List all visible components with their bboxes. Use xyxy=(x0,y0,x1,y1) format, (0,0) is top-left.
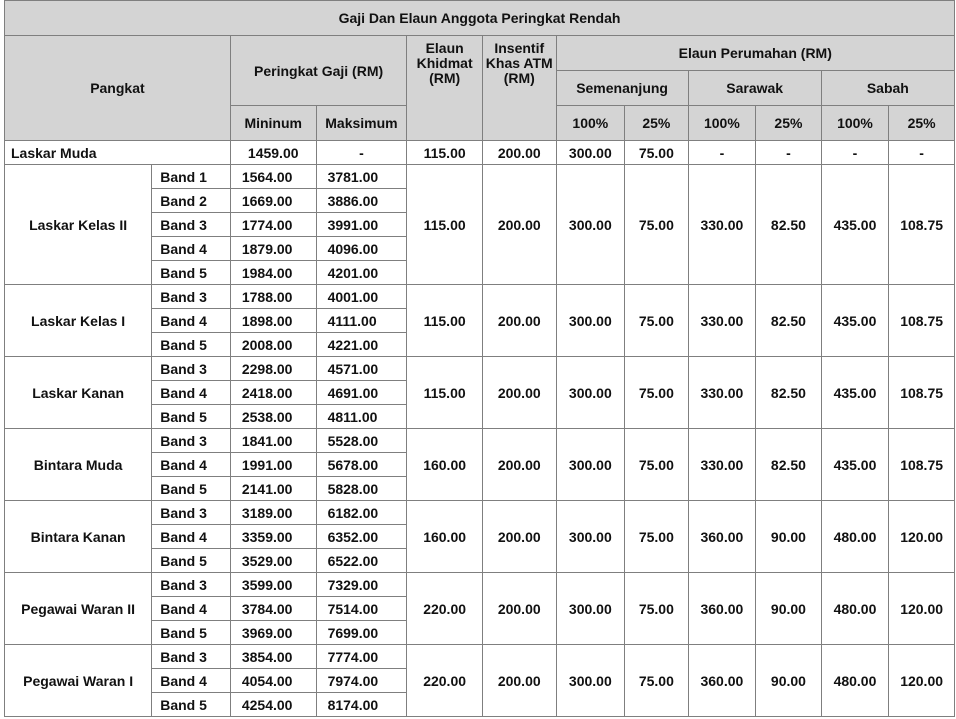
min-cell: 3359.00 xyxy=(230,525,316,549)
min-cell: 3784.00 xyxy=(230,597,316,621)
max-cell: 7774.00 xyxy=(316,645,407,669)
header-maksimum: Maksimum xyxy=(316,106,407,141)
insentif-cell: 200.00 xyxy=(482,285,556,357)
band-cell: Band 4 xyxy=(152,237,231,261)
sar100-cell: 330.00 xyxy=(688,357,756,429)
min-cell: 1669.00 xyxy=(230,189,316,213)
sar100-cell: 360.00 xyxy=(688,501,756,573)
header-sab-100: 100% xyxy=(821,106,889,141)
sab25-cell: 108.75 xyxy=(889,429,955,501)
band-cell: Band 4 xyxy=(152,381,231,405)
max-cell: 6522.00 xyxy=(316,549,407,573)
sar100-cell: 330.00 xyxy=(688,285,756,357)
max-cell: 4221.00 xyxy=(316,333,407,357)
max-cell: 3886.00 xyxy=(316,189,407,213)
header-sarawak: Sarawak xyxy=(688,71,821,106)
sem25-cell: 75.00 xyxy=(625,645,689,717)
header-peringkat-gaji: Peringkat Gaji (RM) xyxy=(230,36,406,106)
sar100-cell: 330.00 xyxy=(688,165,756,285)
sab100-cell: 435.00 xyxy=(821,285,889,357)
rank-cell: Bintara Muda xyxy=(5,429,152,501)
max-cell: 7699.00 xyxy=(316,621,407,645)
min-cell: 3599.00 xyxy=(230,573,316,597)
max-cell: 6352.00 xyxy=(316,525,407,549)
table-row xyxy=(5,357,955,381)
band-cell: Band 4 xyxy=(152,309,231,333)
max-cell: 4691.00 xyxy=(316,381,407,405)
insentif-cell: 200.00 xyxy=(482,165,556,285)
max-cell: 5528.00 xyxy=(316,429,407,453)
header-sem-100: 100% xyxy=(556,106,625,141)
sar100-cell: 360.00 xyxy=(688,573,756,645)
khidmat-cell: 115.00 xyxy=(407,165,483,285)
min-cell: 1991.00 xyxy=(230,453,316,477)
min-cell: 1564.00 xyxy=(230,165,316,189)
min-cell: 2418.00 xyxy=(230,381,316,405)
band-cell: Band 4 xyxy=(152,669,231,693)
khidmat-cell: 115.00 xyxy=(407,285,483,357)
min-cell: 3189.00 xyxy=(230,501,316,525)
sar25-cell: 90.00 xyxy=(756,573,822,645)
header-sem-25: 25% xyxy=(625,106,689,141)
sar25-cell: 90.00 xyxy=(756,645,822,717)
sem25-cell: 75.00 xyxy=(625,501,689,573)
table-title: Gaji Dan Elaun Anggota Peringkat Rendah xyxy=(5,1,955,36)
sar25-cell: 82.50 xyxy=(756,429,822,501)
band-cell: Band 5 xyxy=(152,333,231,357)
max-cell: 3781.00 xyxy=(316,165,407,189)
band-cell: Band 1 xyxy=(152,165,231,189)
band-cell: Band 4 xyxy=(152,597,231,621)
max-cell: 8174.00 xyxy=(316,693,407,717)
header-sar-100: 100% xyxy=(688,106,756,141)
sar25-cell: 82.50 xyxy=(756,165,822,285)
insentif-cell: 200.00 xyxy=(482,141,556,165)
max-cell: 7514.00 xyxy=(316,597,407,621)
header-minimum: Mininum xyxy=(230,106,316,141)
khidmat-cell: 160.00 xyxy=(407,501,483,573)
sab100-cell: - xyxy=(821,141,889,165)
header-elaun-khidmat: Elaun Khidmat (RM) xyxy=(407,36,483,141)
min-cell: 2538.00 xyxy=(230,405,316,429)
khidmat-cell: 220.00 xyxy=(407,573,483,645)
table-row xyxy=(5,645,955,669)
min-cell: 1459.00 xyxy=(230,141,316,165)
table-row xyxy=(5,501,955,525)
band-cell: Band 3 xyxy=(152,213,231,237)
insentif-cell: 200.00 xyxy=(482,501,556,573)
band-cell: Band 4 xyxy=(152,453,231,477)
min-cell: 3969.00 xyxy=(230,621,316,645)
sar25-cell: 82.50 xyxy=(756,357,822,429)
sem100-cell: 300.00 xyxy=(556,429,625,501)
sem25-cell: 75.00 xyxy=(625,429,689,501)
max-cell: 6182.00 xyxy=(316,501,407,525)
sem100-cell: 300.00 xyxy=(556,165,625,285)
header-insentif: Insentif Khas ATM (RM) xyxy=(482,36,556,141)
min-cell: 3854.00 xyxy=(230,645,316,669)
sab100-cell: 435.00 xyxy=(821,357,889,429)
sem25-cell: 75.00 xyxy=(625,285,689,357)
max-cell: 4811.00 xyxy=(316,405,407,429)
khidmat-cell: 115.00 xyxy=(407,141,483,165)
min-cell: 1788.00 xyxy=(230,285,316,309)
sar25-cell: 82.50 xyxy=(756,285,822,357)
min-cell: 1898.00 xyxy=(230,309,316,333)
sem100-cell: 300.00 xyxy=(556,501,625,573)
sab100-cell: 435.00 xyxy=(821,165,889,285)
rank-cell: Laskar Muda xyxy=(5,141,231,165)
header-semenanjung: Semenanjung xyxy=(556,71,688,106)
khidmat-cell: 115.00 xyxy=(407,357,483,429)
band-cell: Band 3 xyxy=(152,501,231,525)
header-sabah: Sabah xyxy=(821,71,954,106)
rank-cell: Laskar Kelas II xyxy=(5,165,152,285)
rank-cell: Bintara Kanan xyxy=(5,501,152,573)
max-cell: 5678.00 xyxy=(316,453,407,477)
sab25-cell: 108.75 xyxy=(889,357,955,429)
rank-cell: Pegawai Waran I xyxy=(5,645,152,717)
band-cell: Band 3 xyxy=(152,645,231,669)
sem25-cell: 75.00 xyxy=(625,357,689,429)
band-cell: Band 3 xyxy=(152,357,231,381)
max-cell: 4001.00 xyxy=(316,285,407,309)
band-cell: Band 5 xyxy=(152,693,231,717)
salary-table xyxy=(4,0,955,717)
khidmat-cell: 220.00 xyxy=(407,645,483,717)
max-cell: 4096.00 xyxy=(316,237,407,261)
band-cell: Band 3 xyxy=(152,285,231,309)
sem100-cell: 300.00 xyxy=(556,285,625,357)
max-cell: 4201.00 xyxy=(316,261,407,285)
insentif-cell: 200.00 xyxy=(482,429,556,501)
max-cell: - xyxy=(316,141,407,165)
sab25-cell: 120.00 xyxy=(889,501,955,573)
sar25-cell: - xyxy=(756,141,822,165)
sar100-cell: - xyxy=(688,141,756,165)
sab25-cell: 120.00 xyxy=(889,573,955,645)
band-cell: Band 4 xyxy=(152,525,231,549)
sab100-cell: 435.00 xyxy=(821,429,889,501)
table-row xyxy=(5,165,955,189)
table-row xyxy=(5,429,955,453)
sab25-cell: 108.75 xyxy=(889,165,955,285)
sem100-cell: 300.00 xyxy=(556,573,625,645)
min-cell: 2008.00 xyxy=(230,333,316,357)
min-cell: 1774.00 xyxy=(230,213,316,237)
sem100-cell: 300.00 xyxy=(556,645,625,717)
min-cell: 1984.00 xyxy=(230,261,316,285)
sar25-cell: 90.00 xyxy=(756,501,822,573)
rank-groups xyxy=(5,165,955,717)
band-cell: Band 5 xyxy=(152,261,231,285)
insentif-cell: 200.00 xyxy=(482,357,556,429)
sab100-cell: 480.00 xyxy=(821,501,889,573)
min-cell: 1879.00 xyxy=(230,237,316,261)
header-sab-25: 25% xyxy=(889,106,955,141)
min-cell: 3529.00 xyxy=(230,549,316,573)
khidmat-cell: 160.00 xyxy=(407,429,483,501)
sab100-cell: 480.00 xyxy=(821,573,889,645)
sab25-cell: - xyxy=(889,141,955,165)
band-cell: Band 2 xyxy=(152,189,231,213)
sab100-cell: 480.00 xyxy=(821,645,889,717)
sem100-cell: 300.00 xyxy=(556,357,625,429)
sem25-cell: 75.00 xyxy=(625,141,689,165)
insentif-cell: 200.00 xyxy=(482,645,556,717)
min-cell: 2141.00 xyxy=(230,477,316,501)
rank-cell: Laskar Kelas I xyxy=(5,285,152,357)
max-cell: 5828.00 xyxy=(316,477,407,501)
max-cell: 7974.00 xyxy=(316,669,407,693)
min-cell: 4254.00 xyxy=(230,693,316,717)
table-row xyxy=(5,285,955,309)
header-elaun-perumahan: Elaun Perumahan (RM) xyxy=(556,36,954,71)
rank-cell: Laskar Kanan xyxy=(5,357,152,429)
header-sar-25: 25% xyxy=(756,106,822,141)
sem25-cell: 75.00 xyxy=(625,573,689,645)
table-row xyxy=(5,573,955,597)
sem25-cell: 75.00 xyxy=(625,165,689,285)
rank-cell: Pegawai Waran II xyxy=(5,573,152,645)
table-row-laskar-muda xyxy=(5,141,955,165)
min-cell: 1841.00 xyxy=(230,429,316,453)
band-cell: Band 5 xyxy=(152,549,231,573)
max-cell: 3991.00 xyxy=(316,213,407,237)
band-cell: Band 3 xyxy=(152,429,231,453)
max-cell: 4571.00 xyxy=(316,357,407,381)
min-cell: 4054.00 xyxy=(230,669,316,693)
min-cell: 2298.00 xyxy=(230,357,316,381)
band-cell: Band 5 xyxy=(152,405,231,429)
sab25-cell: 108.75 xyxy=(889,285,955,357)
sar100-cell: 330.00 xyxy=(688,429,756,501)
band-cell: Band 3 xyxy=(152,573,231,597)
max-cell: 7329.00 xyxy=(316,573,407,597)
sem100-cell: 300.00 xyxy=(556,141,625,165)
band-cell: Band 5 xyxy=(152,621,231,645)
band-cell: Band 5 xyxy=(152,477,231,501)
header-pangkat: Pangkat xyxy=(5,36,231,141)
max-cell: 4111.00 xyxy=(316,309,407,333)
sab25-cell: 120.00 xyxy=(889,645,955,717)
insentif-cell: 200.00 xyxy=(482,573,556,645)
sar100-cell: 360.00 xyxy=(688,645,756,717)
